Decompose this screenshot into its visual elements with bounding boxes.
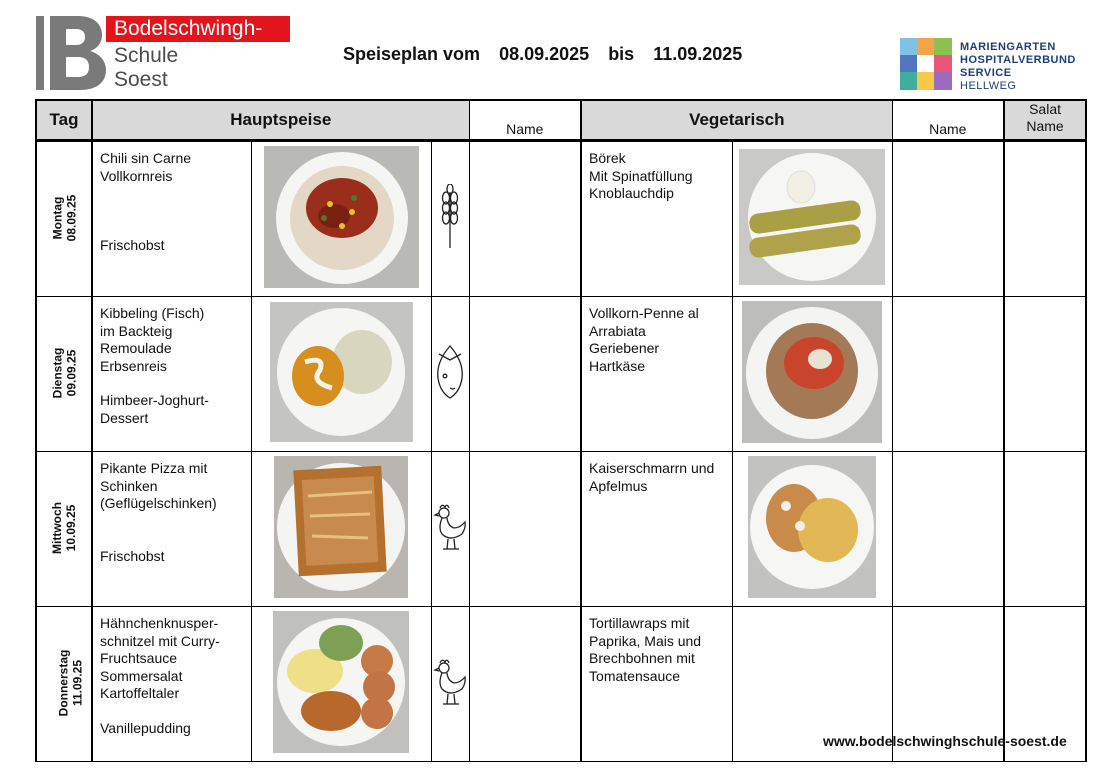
pizza-plate-image — [274, 456, 408, 598]
date-separator: bis — [608, 44, 635, 64]
chili-rice-plate-image — [264, 146, 419, 288]
school-name-line1: Bodelschwingh- — [106, 16, 290, 42]
salad-name-cell — [1004, 297, 1086, 452]
allergen-icon-cell — [431, 141, 469, 297]
veg-line: Vollkorn-Penne al — [589, 305, 699, 321]
col-salad — [1004, 100, 1086, 141]
main-name-cell — [469, 141, 581, 297]
veg-dish-text — [581, 452, 732, 607]
main-line: Kibbeling (Fisch) — [100, 305, 205, 321]
veg-name-cell — [892, 452, 1004, 607]
veg-line: Knoblauchdip — [589, 185, 674, 201]
fish-icon — [435, 344, 465, 400]
main-dish-photo — [251, 297, 431, 452]
chicken-icon — [432, 502, 468, 552]
day-row — [36, 452, 1086, 607]
veg-line: Apfelmus — [589, 477, 648, 494]
main-line: im Backteig — [100, 322, 173, 339]
allergen-icon-cell — [431, 297, 469, 452]
col-main: Hauptspeise — [92, 100, 469, 141]
col-salad-line2: Name — [1026, 118, 1064, 134]
main-dish-text — [92, 297, 251, 452]
allergen-icon-cell — [431, 607, 469, 762]
main-line: Dessert — [100, 409, 149, 426]
main-line: Frischobst — [100, 237, 165, 253]
day-name: Dienstag — [50, 347, 64, 399]
day-date: 10.09.25 — [64, 504, 78, 552]
day-cell — [36, 297, 92, 452]
salad-name-cell — [1004, 141, 1086, 297]
veg-line: Tortillawraps mit — [589, 615, 690, 631]
school-logo — [36, 16, 292, 92]
day-name: Montag — [50, 196, 64, 240]
main-dish-text — [92, 607, 251, 762]
veg-name-cell — [892, 141, 1004, 297]
main-line: Pikante Pizza mit — [100, 460, 208, 476]
day-date: 09.09.25 — [64, 349, 78, 397]
main-line: Chili sin Carne — [100, 150, 192, 166]
main-line: Remoulade — [100, 340, 172, 356]
col-tag: Tag — [36, 100, 92, 141]
main-dish-text — [92, 141, 251, 297]
main-line: Schinken — [100, 477, 158, 494]
main-name-cell — [469, 297, 581, 452]
col-veg: Vegetarisch — [581, 100, 892, 141]
veg-line: Brechbohnen mit — [589, 650, 695, 666]
veg-dish-photo — [732, 452, 892, 607]
main-line: Himbeer-Joghurt- — [100, 392, 209, 408]
day-name: Mittwoch — [50, 502, 64, 554]
main-dish-photo — [251, 607, 431, 762]
veg-name-cell — [892, 297, 1004, 452]
main-line: Frischobst — [100, 547, 165, 564]
partner-line1: MARIENGARTEN — [960, 41, 1056, 53]
fish-rice-plate-image — [270, 302, 413, 442]
main-line: Vollkornreis — [100, 167, 173, 184]
main-line: (Geflügelschinken) — [100, 495, 217, 511]
school-logo-b-icon — [36, 16, 108, 90]
main-line: Fruchtsauce — [100, 650, 178, 666]
veg-line: Geriebener — [589, 340, 660, 356]
partner-line3: SERVICE — [960, 67, 1012, 79]
main-dish-photo — [251, 452, 431, 607]
main-line: Vanillepudding — [100, 719, 191, 736]
allergen-icon-cell — [431, 452, 469, 607]
main-line: Kartoffeltaler — [100, 685, 180, 701]
date-to: 11.09.2025 — [653, 44, 743, 64]
veg-line: Tomatensauce — [589, 667, 681, 684]
header-row — [36, 100, 1086, 141]
col-name-veg: Name — [892, 100, 1004, 141]
main-line: Hähnchenknusper- — [100, 615, 219, 631]
day-row — [36, 297, 1086, 452]
veg-dish-text — [581, 141, 732, 297]
chicken-icon — [432, 657, 468, 707]
day-name: Donnerstag — [56, 649, 71, 717]
partner-line2: HOSPITALVERBUND — [960, 54, 1076, 66]
col-name-main: Name — [469, 100, 581, 141]
school-name-line3: Soest — [114, 68, 168, 91]
main-dish-text — [92, 452, 251, 607]
day-cell — [36, 141, 92, 297]
partner-logo-squares-icon — [900, 38, 952, 90]
veg-line: Börek — [589, 150, 626, 166]
boerek-plate-image — [739, 149, 885, 285]
kaiserschmarrn-plate-image — [748, 456, 876, 598]
page-title — [343, 44, 756, 65]
date-from: 08.09.2025 — [499, 44, 590, 64]
salad-name-cell — [1004, 452, 1086, 607]
day-date: 08.09.25 — [64, 194, 78, 242]
veg-dish-text — [581, 297, 732, 452]
main-name-cell — [469, 452, 581, 607]
day-date: 11.09.25 — [70, 659, 85, 707]
title-prefix: Speiseplan vom — [343, 44, 481, 64]
main-line: schnitzel mit Curry- — [100, 632, 220, 649]
main-name-cell — [469, 607, 581, 762]
penne-plate-image — [742, 301, 882, 443]
wheat-icon — [440, 184, 460, 250]
schnitzel-plate-image — [273, 611, 409, 753]
veg-dish-photo — [732, 141, 892, 297]
partner-logo — [900, 38, 1100, 92]
main-line: Sommersalat — [100, 667, 183, 684]
school-name-line2: Schule — [114, 44, 179, 67]
veg-dish-photo — [732, 297, 892, 452]
day-cell — [36, 452, 92, 607]
main-dish-photo — [251, 141, 431, 297]
main-line: Erbsenreis — [100, 357, 167, 374]
day-cell — [36, 607, 92, 762]
veg-line: Mit Spinatfüllung — [589, 167, 693, 184]
menu-table — [35, 99, 1087, 762]
col-salad-line1: Salat — [1029, 101, 1061, 117]
website-url: www.bodelschwinghschule-soest.de — [823, 733, 1067, 749]
veg-line: Kaiserschmarrn und — [589, 460, 715, 476]
day-row — [36, 141, 1086, 297]
veg-line: Paprika, Mais und — [589, 632, 702, 649]
veg-dish-text — [581, 607, 732, 762]
veg-line: Arrabiata — [589, 322, 646, 339]
veg-line: Hartkäse — [589, 357, 646, 374]
partner-line4: HELLWEG — [960, 80, 1017, 92]
